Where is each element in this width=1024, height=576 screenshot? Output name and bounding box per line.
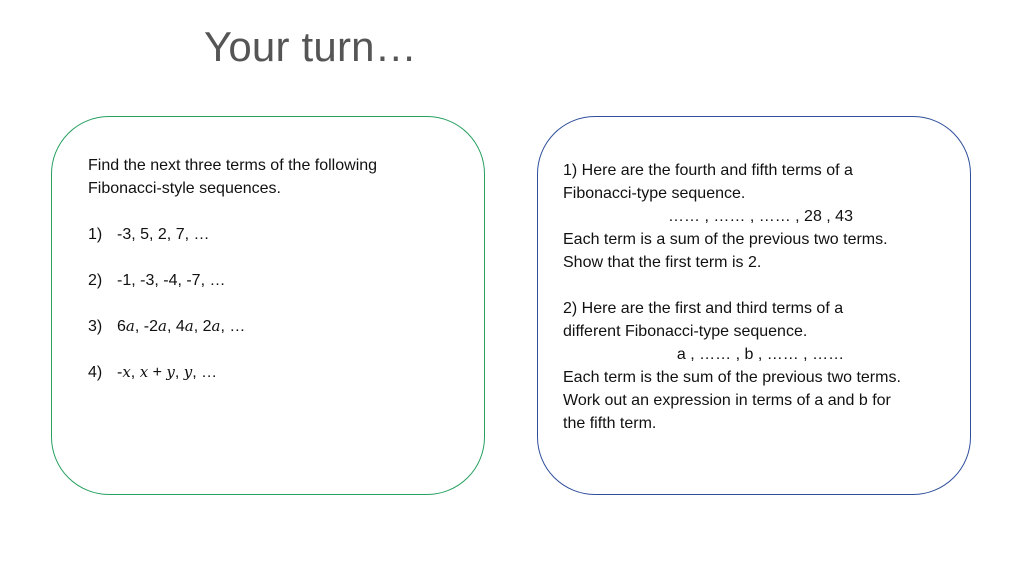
right-panel-text	[563, 159, 958, 435]
item-number: 4)	[88, 364, 103, 381]
sequence-text: 6a, -2a, 4a, 2a, …	[117, 317, 246, 335]
question-1-line-1: 1) Here are the fourth and fifth terms of a	[563, 162, 853, 179]
slide-title: Your turn…	[204, 23, 417, 70]
sequence-text: -x, x + y, y, …	[117, 363, 218, 381]
question-1-line-4: Show that the first term is 2.	[563, 254, 762, 271]
question-2-line-4: Work out an expression in terms of a and b for	[563, 392, 891, 409]
item-number: 2)	[88, 272, 103, 289]
sequence-text: -3, 5, 2, 7, …	[117, 226, 210, 243]
sequence-text: -1, -3, -4, -7, …	[117, 272, 226, 289]
item-number: 1)	[88, 226, 103, 243]
left-panel-text	[88, 154, 458, 384]
question-1-line-3: Each term is a sum of the previous two terms.	[563, 231, 888, 248]
question-2-line-5: the fifth term.	[563, 415, 657, 432]
sequence-item-3	[88, 315, 458, 338]
question-1-sequence: …… , …… , …… , 28 , 43	[668, 208, 853, 225]
item-number: 3)	[88, 318, 103, 335]
sequence-item-2	[88, 269, 458, 292]
sequence-item-1	[88, 223, 458, 246]
sequence-item-4	[88, 361, 458, 384]
question-2-line-2: different Fibonacci-type sequence.	[563, 323, 808, 340]
question-2-line-1: 2) Here are the first and third terms of a	[563, 300, 844, 317]
left-intro-line-1: Find the next three terms of the following	[88, 157, 378, 174]
question-1-line-2: Fibonacci-type sequence.	[563, 185, 746, 202]
question-2-line-3: Each term is the sum of the previous two terms.	[563, 369, 901, 386]
question-2-sequence: a , …… , b , …… , ……	[676, 346, 845, 363]
left-intro-line-2: Fibonacci-style sequences.	[88, 180, 281, 197]
